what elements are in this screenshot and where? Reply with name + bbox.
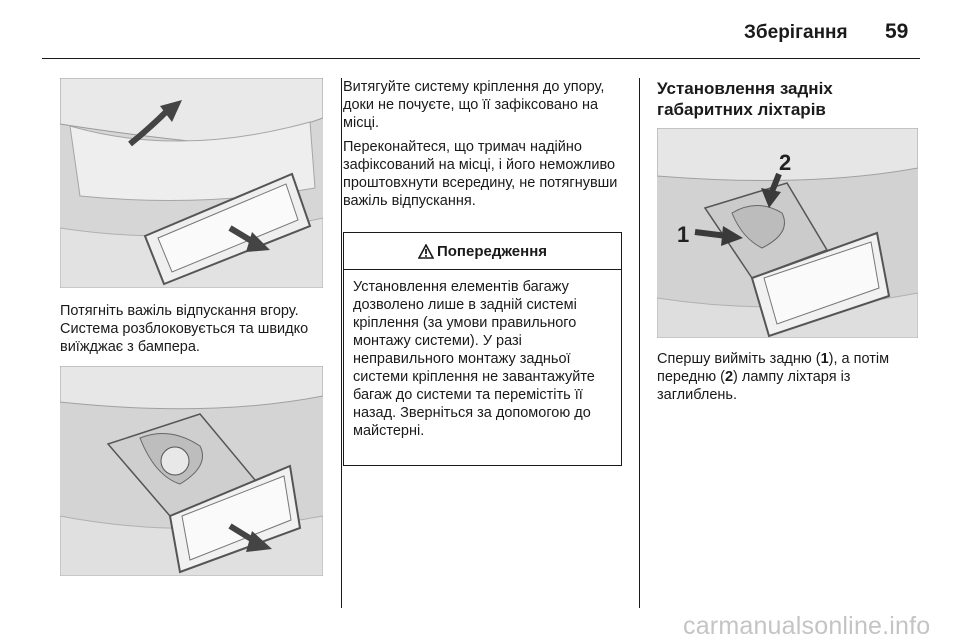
paragraph-check-fixed: Переконайтеся, що тримач надійно зафіксований на місці, і його неможливо проштовхнути всередину, не потягнувши важіль відпускання. — [343, 139, 618, 209]
ref-number-1: 1 — [820, 351, 829, 367]
text-fragment: ), а потім передню ( — [657, 351, 890, 385]
figure-label-1: 1 — [677, 222, 690, 247]
ref-number-2: 2 — [724, 369, 734, 385]
warning-title: Попередження — [436, 242, 548, 260]
paragraph-remove-lamps — [657, 350, 927, 404]
warning-header — [344, 233, 621, 270]
column-divider-right — [639, 78, 640, 608]
text-fragment: ) лампу ліхтаря із заглиблень. — [657, 369, 851, 403]
header-divider — [42, 58, 920, 59]
figure-release-lever — [60, 78, 323, 288]
text-fragment: Спершу вийміть задню ( — [657, 351, 821, 367]
figure-system-extended — [60, 366, 323, 576]
warning-text: Установлення елементів багажу дозволено лише в задній системі кріплення (за умови правильного монтажу системи). У разі неправильного монтажу задньої системи кріплення не завантажуйте багаж до системи та перемістіть її назад. Зверніться за допомогою до майстерні. — [353, 279, 595, 439]
column-divider-left — [341, 78, 342, 608]
paragraph-release-lever: Потягніть важіль відпускання вгору. Система розблоковується та швидко виїжджає з бампера. — [60, 303, 309, 355]
page-title: Зберігання — [744, 22, 848, 43]
watermark: carmanualsonline.info — [683, 612, 931, 640]
figure-label-2: 2 — [779, 150, 792, 175]
warning-triangle-icon — [418, 244, 434, 259]
paragraph-pull-out: Витягуйте систему кріплення до упору, доки не почуєте, що її зафіксовано на місці. — [343, 79, 605, 131]
page-number: 59 — [885, 20, 909, 43]
section-title-tail-lights: Установлення задніх габаритних ліхтарів — [657, 79, 833, 119]
figure-tail-lights — [657, 128, 918, 338]
warning-box — [343, 232, 622, 466]
